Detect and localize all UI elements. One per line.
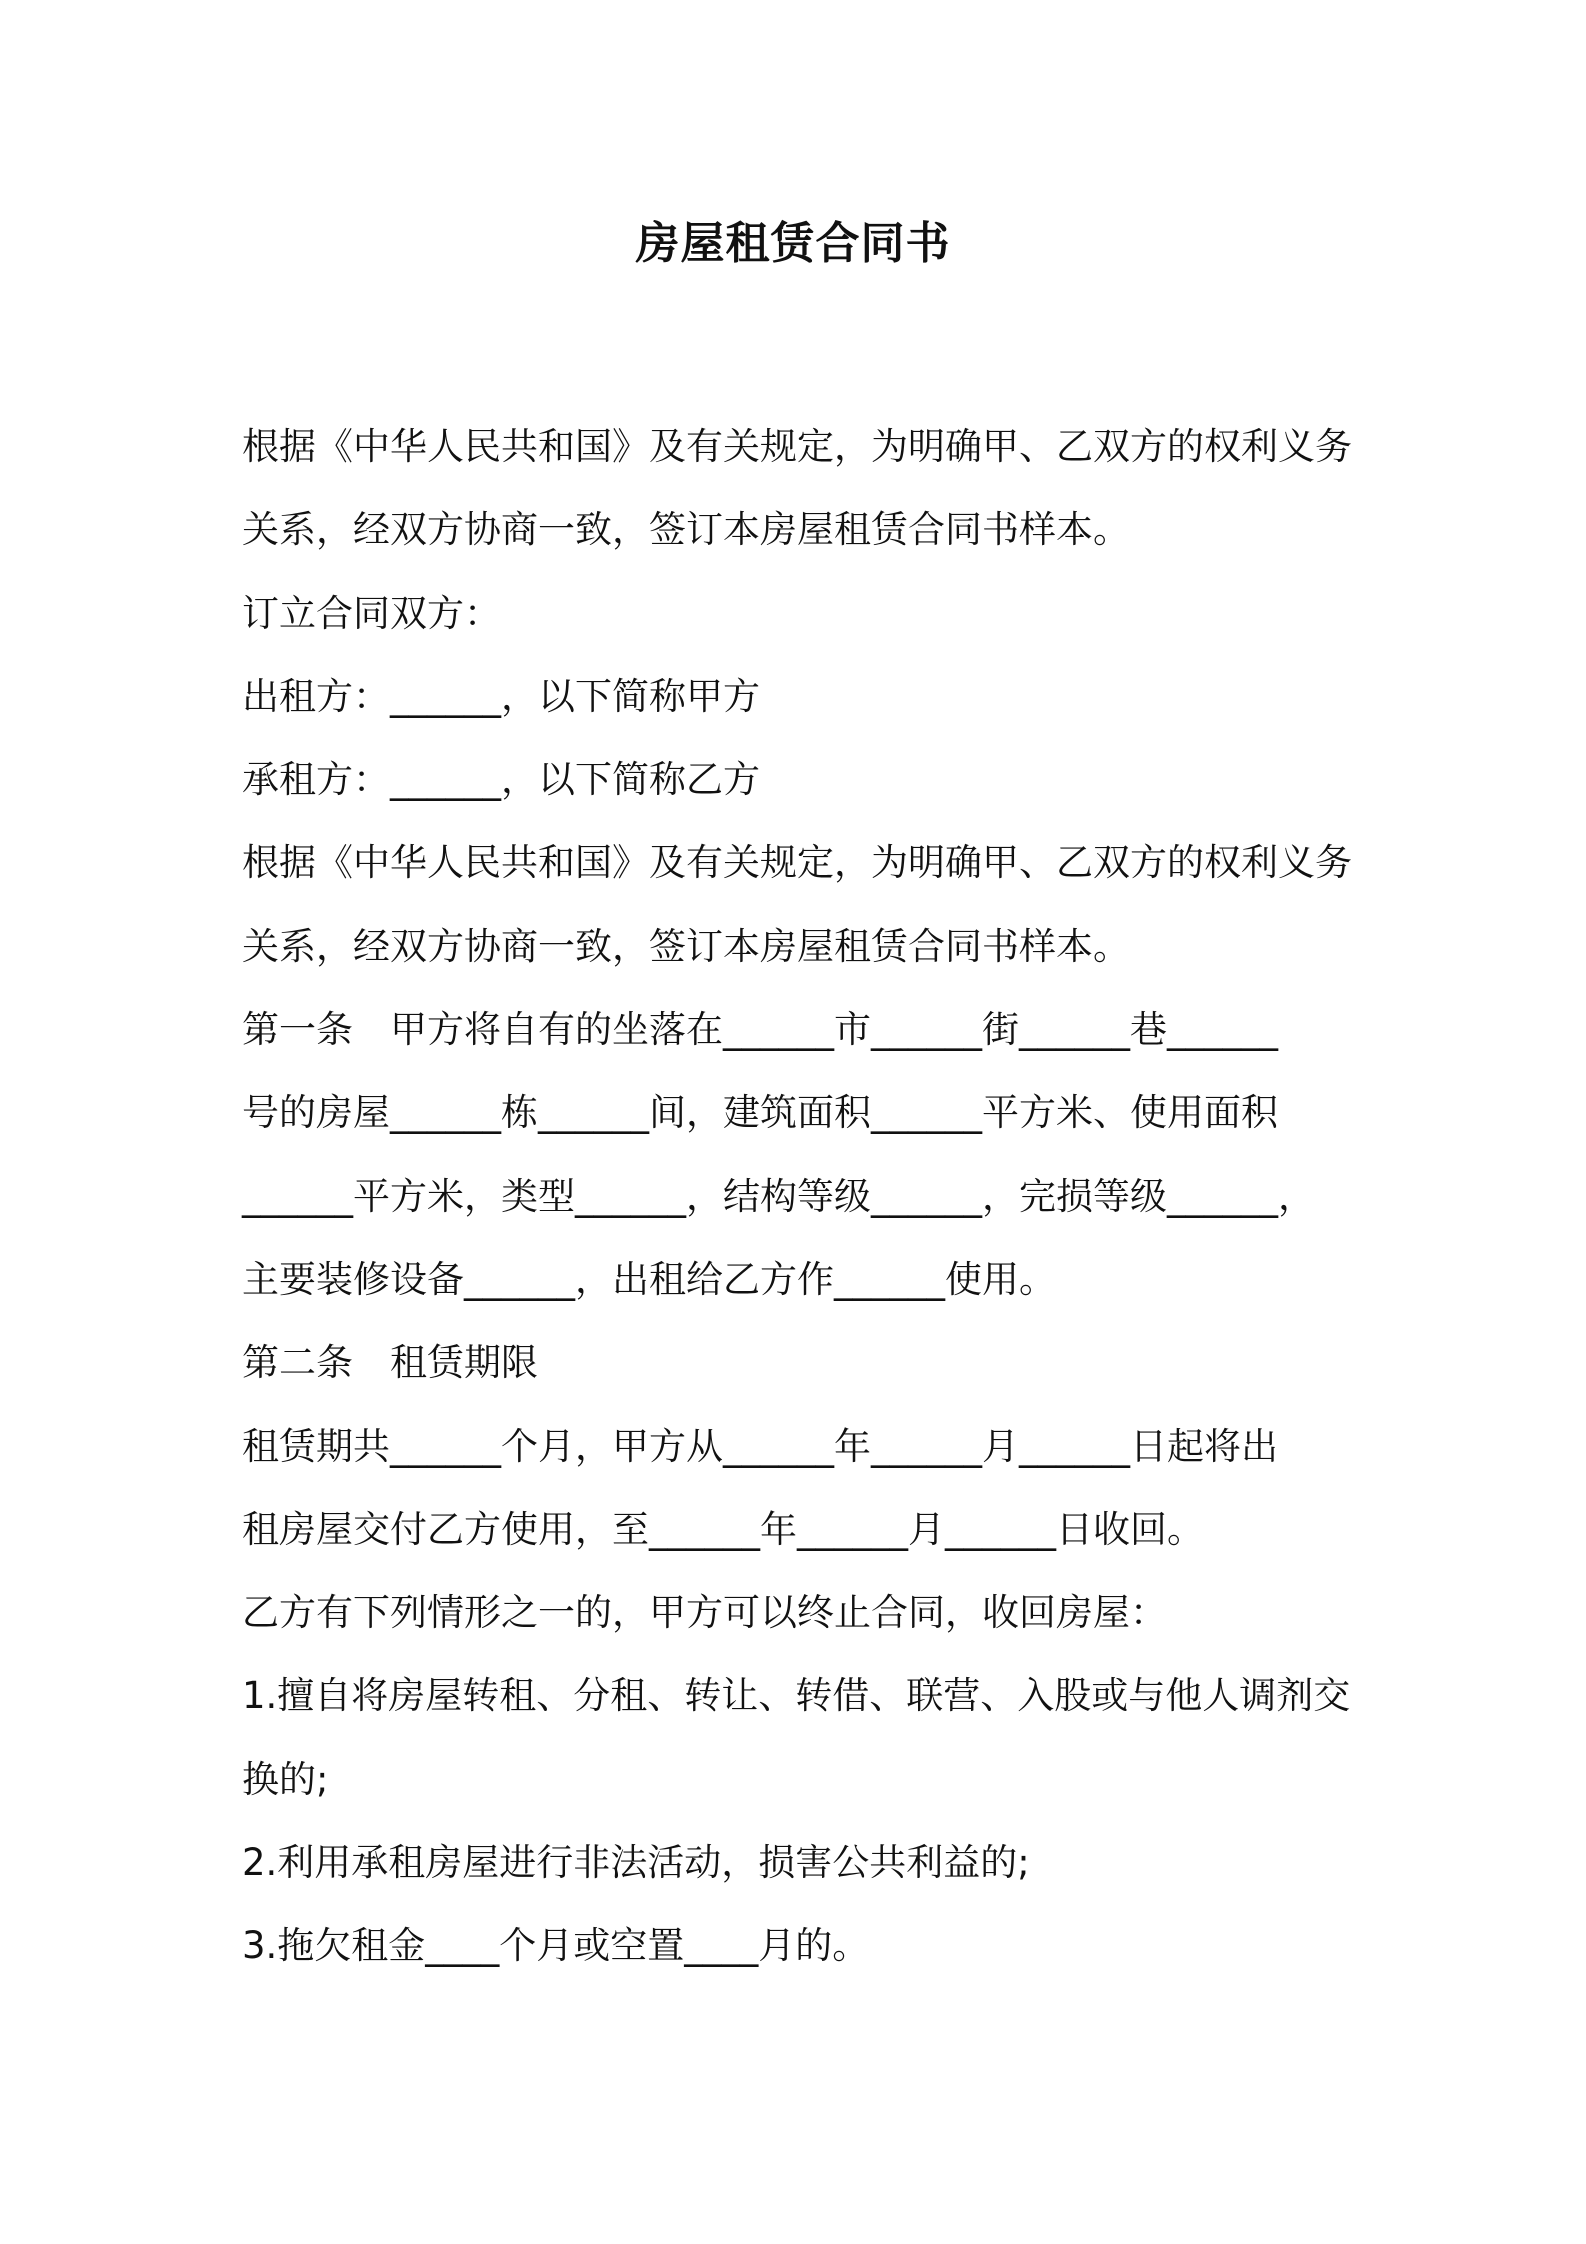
list-item: 1.擅自将房屋转租、分租、转让、转借、联营、入股或与他人调剂交 [242,1674,1351,1718]
text-line: 主要装修设备______，出租给乙方作______使用。 [242,1257,1056,1301]
text-line: 号的房屋______栋______间，建筑面积______平方米、使用面积 [242,1091,1278,1135]
document-title: 房屋租赁合同书 [635,218,951,269]
text-line: 换的; [242,1757,329,1801]
text-line: 订立合同双方： [242,591,501,635]
text-line: 关系，经双方协商一致，签订本房屋租赁合同书样本。 [242,508,1130,552]
text-line: 根据《中华人民共和国》及有关规定，为明确甲、乙双方的权利义务 [242,425,1352,468]
text-line: 乙方有下列情形之一的，甲方可以终止合同，收回房屋： [242,1591,1167,1635]
text-line: 租房屋交付乙方使用，至______年______月______日收回。 [242,1507,1204,1551]
text-line: 关系，经双方协商一致，签订本房屋租赁合同书样本。 [242,924,1130,968]
article-one-line: 第一条 甲方将自有的坐落在______市______街______巷______ [242,1008,1278,1052]
lessor-line: 出租方：______，以下简称甲方 [242,674,760,718]
text-line: 根据《中华人民共和国》及有关规定，为明确甲、乙双方的权利义务 [242,841,1352,885]
document-body [242,405,1372,1988]
text-line: 租赁期共______个月，甲方从______年______月______日起将出 [242,1424,1278,1468]
list-item: 2.利用承租房屋进行非法活动，损害公共利益的; [242,1841,1030,1885]
list-item: 3.拖欠租金____个月或空置____月的。 [242,1924,870,1968]
text-line: ______平方米，类型______，结构等级______，完损等级______， [242,1174,1315,1218]
article-two-heading: 第二条 租赁期限 [242,1341,538,1385]
lessee-line: 承租方：______，以下简称乙方 [242,758,760,802]
